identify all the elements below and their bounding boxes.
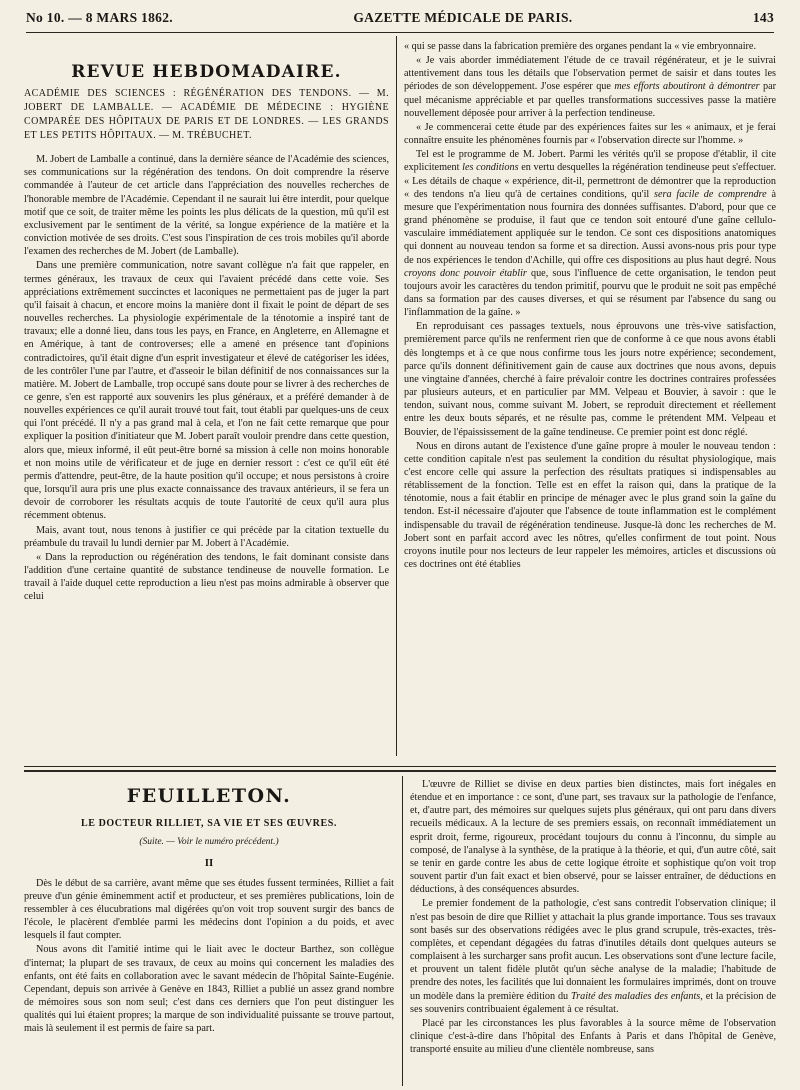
header-rule xyxy=(26,32,774,33)
revue-paragraph: Mais, avant tout, nous tenons à justifier ce qui précède par la citation textuelle du préambule du travail lu lundi dernier par M. Jobert à l'Académie. xyxy=(24,524,389,549)
paragraph-text: en vertu desquelles la régénération tendineuse peut s'effectuer. « Les détails de chaque « expérience, dit-il, permettront de démontrer que la reproduction « des tendons n'a lieu qu'à de certaines conditions, qu'il xyxy=(404,162,776,200)
revue-quote: « Je commencerai cette étude par des expériences faites sur les « animaux, et je ferai connaître ensuite les phénomènes fournis par « l'observation directe sur l'homme. » xyxy=(404,121,776,147)
feuilleton-title: FEUILLETON. xyxy=(126,785,292,807)
paragraph-text: que, sous l'influence de cette organisation, le tendon peut toujours avoir les caractères du tendon primitif, pourvu que le produit ne soit pas empêché dans sa formation par des causes diverses, et qui se résument par l'absence du sang ou l'inflammation de la gaîne. » xyxy=(404,267,776,319)
paragraph-text: Le premier fondement de la pathologie, c'est sans contredit l'observation clinique; il n'est pas besoin de dire que Rilliet y attachait la plus grande importance. Tous ses travaux sont basés sur des observations rédigées avec le plus grand scrupule, très-exactes, très-complètes, et cependant dégagées du fatras d'inutiles détails dont quelques auteurs se complaisent à les surcharger sans profit aucun. Les observations sont d'une lecture facile, et prouvent un talent fidèle plutôt qu'un sèche analyse de la maladie; l'habitude de prendre des notes, les facilités que lui donnaient les formulaires imprimés, dont on trouve un modèle dans la première édition du xyxy=(410,898,776,1002)
paragraph-text: , et la précision de ses souvenirs contribuaient également à ce résultat. xyxy=(410,990,776,1015)
feuilleton-rule xyxy=(24,766,776,767)
feuilleton-rule-thick xyxy=(24,770,776,772)
revue-quote: « Dans la reproduction ou régénération des tendons, le fait dominant consiste dans l'addition d'une certaine quantité de substance tendineuse de nouvelle formation. Le travail à l'aide duquel cette reproduction a lieu n'est pas moins admirable à observer que celui xyxy=(24,551,389,603)
quote-text: par quel mécanisme appréciable et par quelles transformations successives passe la matière nouvellement déposée pour arriver à la perfection tendineuse. xyxy=(404,81,776,119)
revue-right-column xyxy=(404,40,776,752)
revue-quote: « qui se passe dans la fabrication première des organes pendant la « vie embryonnaire. xyxy=(404,41,757,52)
feuilleton-right-column xyxy=(410,778,776,1084)
feuilleton-note: (Suite. — Voir le numéro précédent.) xyxy=(139,837,279,848)
revue-paragraph: Nous en dirons autant de l'existence d'une gaîne propre à mouler le nouveau tendon : cette condition capitale n'est pas seulement la condition du résultat physiologique, mais c'est encore celle qui assure la perfection des résultats pratiques si indispensables au rétablissement de la fonction. Telle est en effet la raison qui, dans la pratique de la ténotomie, nous a fait établir en principe de ménager avec le plus grand soin la gaîne du tendon. Est-il nécessaire d'ajouter que l'absence de toute inflammation est le complément indispensable du travail de régénération tendineuse. Jusque-là donc les recherches de M. Jobert sont en parfait accord avec les nôtres, qu'elles confirment de tout point. Nous croyons inutile pour nos lecteurs de leur rappeler les mémoires, articles et discussions où ces doctrines ont été établies xyxy=(404,440,776,571)
book-title: Traité des maladies des enfants xyxy=(571,990,701,1002)
column-divider xyxy=(396,36,397,756)
paragraph-emphasis: croyons donc pouvoir établir xyxy=(404,267,527,279)
running-head xyxy=(26,10,774,32)
paragraph-emphasis: sera facile de comprendre xyxy=(654,188,767,200)
paragraph-text: Tel est le programme de M. Jobert. Parmi les vérités qu'il se propose d'établir, il cite explicitement xyxy=(404,149,776,174)
paragraph-text: à mesure que l'expérimentation nous fournira des données suffisantes. D'abord, pour que ce grand phénomène se produise, il faut que ce tendon soit entouré d'une gaîne cellulo-vasculaire immédiatement appliquée sur le tendon. Ce sont ces dispositions anatomiques qui donnent au nouveau tendon sa forme et sa direction. Aussi avons-nous pris pour type de nos expériences le tendon d'Achille, qui offre ces dispositions au plus haut degré. Nous xyxy=(404,188,776,266)
revue-subtitle: ACADÉMIE DES SCIENCES : RÉGÉNÉRATION DES TENDONS. — M. JOBERT DE LAMBALLE. — ACADÉMIE DE MÉDECINE : HYGIÈNE COMPARÉE DES HÔPITAUX DE PARIS ET DE LONDRES. — LES GRANDS ET LES PETITS HÔPITAUX. — M. TRÉBUCHET. xyxy=(24,88,389,142)
feuilleton-paragraph xyxy=(410,897,776,1015)
journal-title: GAZETTE MÉDICALE DE PARIS. xyxy=(353,10,573,25)
feuilleton-paragraph: Nous avons dit l'amitié intime qui le liait avec le docteur Barthez, son collègue d'internat; la plupart de ses travaux, de ceux au moins qui concernent les maladies des enfants, ont été faits en collaboration avec le savant médecin de l'hôpital Sainte-Eugénie. Cependant, depuis son arrivée à Genève en 1843, Rilliet a publié un assez grand nombre de mémoires sous son nom seul; c'est dans ces derniers que l'on peut distinguer les qualités qui lui étaient propres; la marque de son individualité puissante se trouve partout, mais là seulement il est permis de faire sa part. xyxy=(24,944,394,1035)
paragraph-emphasis: les conditions xyxy=(462,162,519,174)
column-divider xyxy=(402,776,403,1086)
revue-quote xyxy=(404,54,776,120)
revue-paragraph: M. Jobert de Lamballe a continué, dans la dernière séance de l'Académie des sciences, ses communications sur la régénération des tendons. On doit comprendre la réserve commandée à l'auteur de cet article dans l'appréciation des nouvelles recherches de l'honorable membre de l'Académie. Cependant il ne saurait lui être interdit, pour quelque motif que ce soit, de traiter même les points les plus délicats de la question, mû qu'il est exclusivement par le sentiment de la vérité, sa longue expérience de la matière et la conviction motivée de ses droits. C'est sous l'inspiration de ces trois mobiles qu'il aborde l'examen des recherches de M. Jobert (de Lamballe). xyxy=(24,154,389,258)
revue-paragraph: En reproduisant ces passages textuels, nous éprouvons une très-vive satisfaction, premièrement parce qu'ils ne renferment rien que de conforme à ce que nous avons établi dès longtemps et à ce que nous confirme tous les jours notre expérience; secondement, parce qu'ils donnent définitivement gain de cause aux doctrines que nous avons, depuis une vingtaine d'années, cherché à faire prévaloir contre les doctrines contraires professées par plusieurs auteurs, et en particulier par MM. Velpeau et Bouvier, à savoir : que le tendon, suivant nous, comme suivant M. Jobert, se reproduit directement et réellement entre les deux bouts séparés, et ne résulte pas, comme le prétendent MM. Velpeau et Bouvier, de l'épaississement de la gaîne tendineuse. Ce premier point est donc réglé. xyxy=(404,321,776,438)
revue-title: REVUE HEBDOMADAIRE. xyxy=(71,62,342,82)
feuilleton-paragraph: L'œuvre de Rilliet se divise en deux parties bien distinctes, mais fort inégales en étendue et en importance : ce sont, d'une part, ses travaux sur la pathologie de l'enfance, et, d'autre part, des mémoires sur quelques sujets plus généraux, qui ont paru dans divers recueils médicaux. A la lecture de ses premiers essais, on reconnaît immédiatement un esprit droit, ferme, rigoureux, procédant toujours du connu à l'inconnu, du simple au composé, de l'analyse à la synthèse, de la pratique à la théorie, et qui, d'un autre côté, sait se tenir en garde contre les abus de cette logique étroite et sophistique qu'on voit trop souvent partir d'un fait exact et bien observé, pour se laisser entraîner, de déductions en déductions, à des conséquences absurdes. xyxy=(410,779,776,896)
revue-paragraph xyxy=(404,148,776,319)
feuilleton-paragraph: Placé par les circonstances les plus favorables à la source même de l'observation clinique c'est-à-dire dans l'hôpital des Enfants à Paris et dans l'hôpital de Genève, transporté ensuite au milieu d'une clientèle nombreuse, sans xyxy=(410,1017,776,1056)
feuilleton-paragraph: Dès le début de sa carrière, avant même que ses études fussent terminées, Rilliet a fait preuve d'un génie éminemment actif et producteur, et ses premières publications, loin de ressembler à ces élucubrations mal digérées qu'on voit trop souvent surgir des bancs de l'école, le placèrent d'emblée parmi les médecins dont l'opinion a du poids, et avec lesquels il faut compter. xyxy=(24,877,394,942)
page-number: 143 xyxy=(752,10,774,25)
revue-paragraph: Dans une première communication, notre savant collègue n'a fait que rappeler, en termes généraux, les travaux de ceux qui l'avaient précédé dans cette voie. Ses appréciations extrêmement succinctes et laconiques ne permettaient pas de juger la part qu'il faisait à chacun, et encore moins la manière dont il fixait le point de départ de ses nouvelles recherches. La physiologie expérimentale de la ténotomie a inspiré tant de travaux; elle a donné lieu, dans tous les pays, en France, en Angleterre, en Allemagne et en Amérique, à tant de controverses; elle a amené en présence tant d'opinions contradictoires, qu'il était digne d'un esprit investigateur et élevé de catégoriser les idées, de les contrôler l'une par l'autre, et d'asseoir le bilan définitif de nos connaissances sur la matière. M. Jobert de Lamballe, trop occupé sans doute pour se livrer à des recherches de ce genre, s'en est rapporté aux souvenirs les plus généraux, et a préféré demander à de nouvelles expériences ce qu'il aurait trouvé tout fait, tout établi par quelques-uns de ceux qui l'ont précédé. Il n'y a pas grand mal à cela, et l'on ne fait cette remarque que pour expliquer la position d'initiateur que M. Jobert paraît vouloir prendre dans cette question, alors que, mieux informé, il eût peut-être borné sa mission à celle non moins honorable et non moins utile de vérificateur et de juge en dernier ressort : c'est ce qu'il eût été permis d'attendre, peut-être, de la haute position qu'il occupe; et nous persistons à croire que, lorsqu'il aura pris une plus exacte connaissance des travaux antérieurs, il se fera un devoir de corroborer les résultats acquis de toute l'autorité de ceux qu'il aura plus récemment obtenus. xyxy=(24,260,389,522)
quote-emphasis: mes efforts aboutiront à démontrer xyxy=(614,81,760,93)
section-number: II xyxy=(204,857,214,870)
quote-text: « Je vais aborder immédiatement l'étude de ce travail régénérateur, et je le suivrai attentivement dans tous les détails que l'observation permet de saisir et dans toutes les périodes de son développement. J'ose espérer que xyxy=(404,55,776,93)
revue-left-column xyxy=(24,40,389,752)
feuilleton-subtitle: LE DOCTEUR RILLIET, SA VIE ET SES ŒUVRES. xyxy=(80,818,338,830)
issue-number: No 10. — 8 MARS 1862. xyxy=(26,10,173,25)
feuilleton-left-column xyxy=(24,778,394,1084)
